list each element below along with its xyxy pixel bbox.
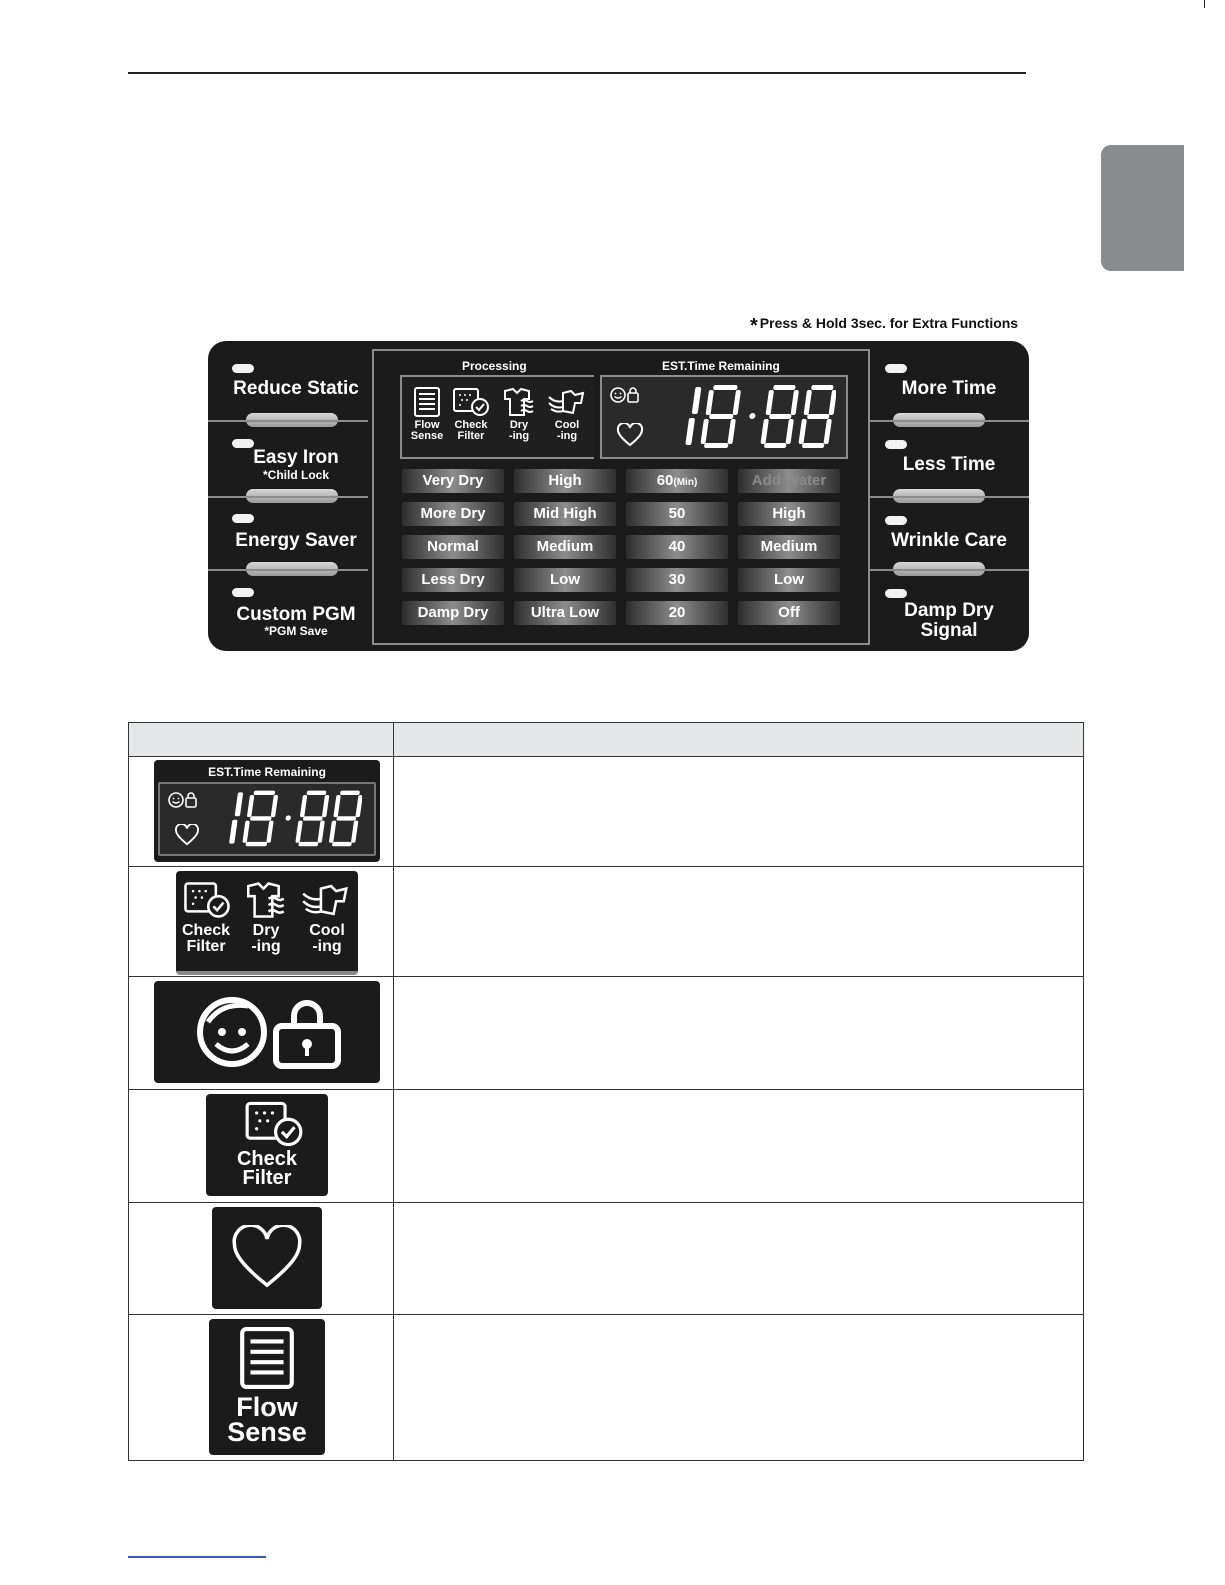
icon-label: Dry <box>252 922 280 939</box>
icon-label: -ing <box>251 938 281 955</box>
icon-label: Check <box>181 922 231 939</box>
time-readout <box>158 782 376 856</box>
option-damp-dry: Damp Dry <box>402 601 504 625</box>
option-level-off: Off <box>738 601 840 625</box>
button-label-line2: Signal <box>920 620 978 641</box>
led-indicator <box>885 589 907 598</box>
control-panel <box>208 341 1029 651</box>
divider <box>208 496 368 498</box>
flow-sense-icon <box>413 387 441 417</box>
extra-functions-note <box>750 315 1020 338</box>
heart-image <box>212 1207 322 1309</box>
asterisk: * <box>750 315 758 337</box>
icon-label: Cool <box>554 419 580 431</box>
option-temp-low: Low <box>514 568 616 592</box>
button-label: Custom PGM <box>236 604 356 625</box>
divider <box>208 569 368 571</box>
option-time-40: 40 <box>626 535 728 559</box>
button-label: Energy Saver <box>235 530 357 551</box>
check-filter-image <box>206 1094 328 1196</box>
icon-label: Sense <box>410 430 444 442</box>
button-label: Easy Iron <box>253 447 339 468</box>
shirt-drying-icon <box>501 387 537 417</box>
option-time-20: 20 <box>626 601 728 625</box>
icon-label: Filter <box>242 1167 292 1189</box>
table-header <box>129 723 1083 757</box>
icon-label: Filter <box>457 430 485 442</box>
chapter-tab <box>1101 145 1184 271</box>
led-indicator <box>885 364 907 373</box>
divider <box>869 496 1029 498</box>
check-filter-indicator <box>448 381 494 455</box>
heart-icon <box>174 824 200 846</box>
divider <box>869 569 1029 571</box>
option-level-medium: Medium <box>738 535 840 559</box>
check-filter-icon <box>452 387 490 417</box>
table-row <box>129 1315 1083 1460</box>
button-label: Damp Dry <box>904 600 994 621</box>
option-add-water: Add Water <box>738 469 840 493</box>
option-normal: Normal <box>402 535 504 559</box>
time-value: 60 <box>656 472 674 489</box>
option-temp-high: High <box>514 469 616 493</box>
heart-icon <box>616 423 644 447</box>
option-level-high: High <box>738 502 840 526</box>
table-row <box>129 756 1083 867</box>
icon-description-table <box>128 722 1084 1461</box>
child-lock-image <box>154 981 380 1083</box>
icon-label: Check <box>236 1148 298 1170</box>
button-sublabel: *PGM Save <box>264 624 328 638</box>
right-button-column <box>869 341 1029 651</box>
icon-label: Flow <box>236 1392 298 1422</box>
icon-label: -ing <box>508 430 530 442</box>
flow-sense-icon <box>237 1327 297 1389</box>
button-label: Reduce Static <box>233 378 359 399</box>
table-row <box>129 1090 1083 1203</box>
heart-icon <box>229 1225 305 1291</box>
icon-label: -ing <box>556 430 578 442</box>
flow-sense-indicator <box>404 381 450 455</box>
check-filter-icon <box>244 1100 304 1148</box>
icon-label: Cool <box>309 922 345 939</box>
column-divider <box>393 723 394 1460</box>
footer-link-underline <box>128 1556 266 1558</box>
processing-icons <box>400 375 594 459</box>
check-filter-icon <box>182 881 232 919</box>
seven-segment-digits <box>212 788 362 848</box>
option-less-dry: Less Dry <box>402 568 504 592</box>
table-row <box>129 1203 1083 1315</box>
cooling-indicator <box>544 381 590 455</box>
note-text: Press & Hold 3sec. for Extra Functions <box>759 315 1019 331</box>
seven-segment-digits <box>666 383 836 449</box>
shirt-drying-icon <box>242 881 290 919</box>
led-indicator <box>232 364 254 373</box>
led-indicator <box>885 440 907 449</box>
button-sublabel: *Child Lock <box>262 468 329 482</box>
divider <box>869 420 1029 422</box>
crop-mark <box>1204 0 1217 8</box>
processing-label: Processing <box>462 359 527 373</box>
option-time-50: 50 <box>626 502 728 526</box>
icon-label: Check <box>454 419 488 431</box>
option-very-dry: Very Dry <box>402 469 504 493</box>
option-time-60 <box>626 469 728 493</box>
option-temp-ultra-low: Ultra Low <box>514 601 616 625</box>
fan-cooling-icon <box>300 881 352 919</box>
time-unit: (Min) <box>673 477 698 488</box>
option-more-dry: More Dry <box>402 502 504 526</box>
child-lock-icon <box>168 790 198 810</box>
button-label: More Time <box>901 378 997 399</box>
icon-label: Filter <box>186 938 226 955</box>
option-time-30: 30 <box>626 568 728 592</box>
table-row <box>129 977 1083 1090</box>
option-level-low: Low <box>738 568 840 592</box>
button-label: Wrinkle Care <box>891 530 1007 551</box>
process-icons-image <box>176 871 358 975</box>
led-indicator <box>232 588 254 597</box>
left-button-column <box>208 341 368 651</box>
option-temp-mid-high: Mid High <box>514 502 616 526</box>
time-remaining-label: EST.Time Remaining <box>662 359 780 373</box>
icon-label: -ing <box>312 938 342 955</box>
icon-label: Flow <box>414 419 440 431</box>
child-lock-icon <box>610 385 640 405</box>
led-indicator <box>885 516 907 525</box>
top-rule <box>128 72 1026 74</box>
icon-label: Dry <box>509 419 529 431</box>
est-time-display-image <box>154 760 380 862</box>
icon-label: Sense <box>227 1417 307 1447</box>
table-row <box>129 867 1083 977</box>
drying-indicator <box>496 381 542 455</box>
led-indicator <box>232 514 254 523</box>
child-lock-icon <box>194 992 344 1072</box>
fan-cooling-icon <box>547 387 587 417</box>
divider <box>208 420 368 422</box>
lcd-display <box>372 349 870 645</box>
option-temp-medium: Medium <box>514 535 616 559</box>
image-caption: EST.Time Remaining <box>208 765 326 779</box>
time-display <box>600 375 848 459</box>
flow-sense-image <box>209 1319 325 1455</box>
button-label: Less Time <box>902 454 996 475</box>
